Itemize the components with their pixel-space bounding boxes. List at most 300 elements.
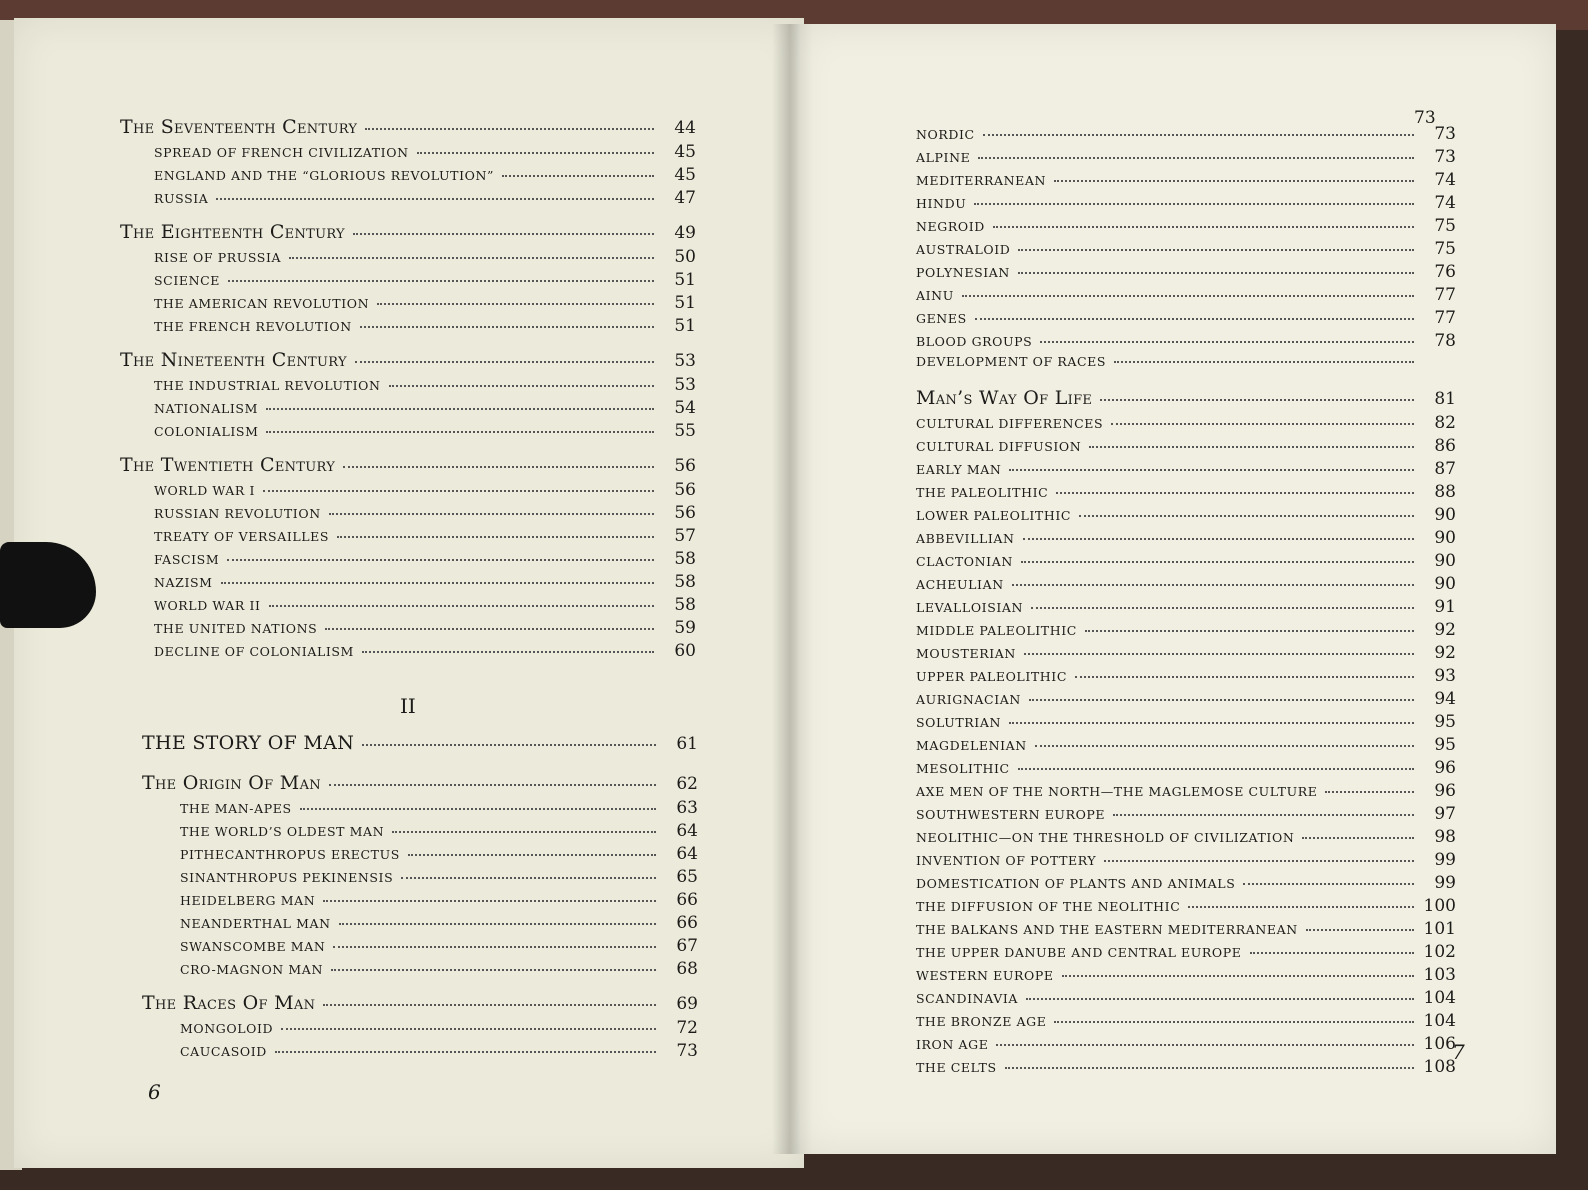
part-numeral: II [400, 694, 416, 718]
toc-entry-label: AINU [916, 288, 954, 303]
part-heading [142, 732, 698, 762]
dot-leader [1062, 974, 1414, 977]
toc-entry-label: CLACTONIAN [916, 554, 1013, 569]
toc-entry-label: The Twentieth Century [120, 454, 336, 476]
toc-entry [120, 549, 696, 572]
toc-entry-label: MESOLITHIC [916, 761, 1010, 776]
dot-leader [1104, 859, 1414, 862]
toc-page-number: 72 [676, 1018, 698, 1038]
toc-entry-label: DOMESTICATION OF PLANTS AND ANIMALS [916, 876, 1236, 891]
toc-entry [916, 850, 1456, 873]
toc-page-number: 77 [1434, 285, 1456, 305]
dot-leader [1040, 340, 1414, 343]
toc-entry [916, 1011, 1456, 1034]
toc-entry-label: HEIDELBERG MAN [180, 893, 316, 908]
toc-entry-label: LOWER PALEOLITHIC [916, 508, 1072, 523]
dot-leader [355, 360, 654, 363]
toc-entry-label: EARLY MAN [916, 462, 1002, 477]
toc-entry [916, 804, 1456, 827]
toc-page-number: 56 [674, 480, 696, 500]
section-heading [120, 454, 696, 480]
dot-leader [216, 197, 654, 200]
dot-leader [228, 279, 654, 282]
toc-page-number: 81 [1434, 389, 1456, 409]
dot-leader [1009, 721, 1414, 724]
toc-page-number: 58 [674, 572, 696, 592]
toc-entry-label: LEVALLOISIAN [916, 600, 1024, 615]
toc-entry-label: THE WORLD’S OLDEST MAN [180, 824, 385, 839]
toc-entry-label: NAZISM [154, 575, 213, 590]
toc-entry [916, 896, 1456, 919]
toc-page-number: 92 [1434, 643, 1456, 663]
toc-entry [916, 262, 1456, 285]
toc-page-number: 51 [674, 270, 696, 290]
toc-page-number: 45 [674, 142, 696, 162]
dot-leader [1250, 951, 1415, 954]
toc-entry [916, 551, 1456, 574]
toc-entry [120, 618, 696, 641]
toc-entry [142, 798, 698, 821]
toc-page-number: 56 [674, 503, 696, 523]
toc-entry [916, 873, 1456, 896]
toc-entry-label: NEANDERTHAL MAN [180, 916, 331, 931]
toc-page-number: 58 [674, 549, 696, 569]
toc-page-number: 64 [676, 844, 698, 864]
toc-page-number: 98 [1434, 827, 1456, 847]
dot-leader [1114, 360, 1414, 363]
toc-page-number: 53 [674, 375, 696, 395]
dot-leader [1009, 468, 1414, 471]
toc-entry-label: ALPINE [916, 150, 971, 165]
toc-entry-label: The Seventeenth Century [120, 116, 358, 138]
toc-page-number: 77 [1434, 308, 1456, 328]
toc-entry [120, 526, 696, 549]
toc-entry-label: SPREAD OF FRENCH CIVILIZATION [154, 145, 409, 160]
toc-entry [120, 270, 696, 293]
toc-page-number: 92 [1434, 620, 1456, 640]
toc-entry-label: INVENTION OF POTTERY [916, 853, 1097, 868]
toc-page-number: 65 [676, 867, 698, 887]
dot-leader [263, 489, 654, 492]
toc-entry [142, 890, 698, 913]
toc-entry [916, 942, 1456, 965]
toc-page-number: 90 [1434, 574, 1456, 594]
dot-leader [502, 174, 654, 177]
toc-entry [916, 193, 1456, 216]
toc-entry [916, 597, 1456, 620]
toc-entry [120, 293, 696, 316]
toc-entry [916, 643, 1456, 666]
toc-entry-label: THE FRENCH REVOLUTION [154, 319, 352, 334]
toc-entry-label: THE BRONZE AGE [916, 1014, 1047, 1029]
toc-page-number: 62 [676, 774, 698, 794]
toc-page-number: 55 [674, 421, 696, 441]
left-toc [120, 106, 696, 664]
toc-entry-label: BLOOD GROUPS [916, 334, 1033, 349]
dot-leader [323, 1003, 656, 1006]
toc-entry [916, 758, 1456, 781]
toc-page-number: 102 [1423, 942, 1456, 962]
toc-page-number: 95 [1434, 735, 1456, 755]
toc-page-number: 66 [676, 890, 698, 910]
toc-page-number: 99 [1434, 873, 1456, 893]
dot-leader [1031, 606, 1414, 609]
toc-page-number: 56 [674, 456, 696, 476]
toc-entry-label: THE AMERICAN REVOLUTION [154, 296, 370, 311]
toc-page-number: 58 [674, 595, 696, 615]
toc-entry-label: WORLD WAR I [154, 483, 255, 498]
toc-entry-label: HINDU [916, 196, 967, 211]
toc-page-number: 51 [674, 293, 696, 313]
toc-entry-label: MIDDLE PALEOLITHIC [916, 623, 1077, 638]
toc-entry [916, 331, 1456, 354]
toc-page-number: 73 [676, 1041, 698, 1061]
toc-page-number: 63 [676, 798, 698, 818]
toc-page-number: 59 [674, 618, 696, 638]
toc-entry-label: SCIENCE [154, 273, 221, 288]
toc-page-number: 60 [674, 641, 696, 661]
toc-page-number: 96 [1434, 758, 1456, 778]
toc-entry [916, 308, 1456, 331]
dot-leader [275, 1050, 656, 1053]
dot-leader [978, 156, 1414, 159]
toc-page-number: 47 [674, 188, 696, 208]
toc-entry [916, 1057, 1456, 1080]
dot-leader [1306, 928, 1414, 931]
dot-leader [1018, 248, 1414, 251]
dot-leader [1054, 179, 1414, 182]
toc-page-number: 86 [1434, 436, 1456, 456]
toc-entry-label: MOUSTERIAN [916, 646, 1016, 661]
toc-entry-label: SWANSCOMBE MAN [180, 939, 326, 954]
dot-leader [1023, 537, 1414, 540]
dot-leader [1111, 422, 1414, 425]
toc-entry-label: ACHEULIAN [916, 577, 1004, 592]
toc-entry [120, 480, 696, 503]
toc-entry-label: The Races Of Man [142, 992, 316, 1014]
toc-entry [916, 666, 1456, 689]
toc-entry [120, 375, 696, 398]
toc-entry [142, 821, 698, 844]
dot-leader [1018, 767, 1414, 770]
toc-page-number: 64 [676, 821, 698, 841]
toc-page-number: 82 [1434, 413, 1456, 433]
toc-entry-label: THE DIFFUSION OF THE NEOLITHIC [916, 899, 1181, 914]
toc-entry-label: RUSSIA [154, 191, 209, 206]
dot-leader [360, 325, 654, 328]
dot-leader [266, 407, 654, 410]
toc-entry-label: TREATY OF VERSAILLES [154, 529, 330, 544]
dot-leader [1113, 813, 1414, 816]
toc-entry [120, 316, 696, 339]
toc-entry [916, 689, 1456, 712]
dot-leader [362, 650, 654, 653]
continued-page-number: 73 [1414, 108, 1436, 128]
toc-entry-label: NATIONALISM [154, 401, 258, 416]
toc-entry [916, 712, 1456, 735]
toc-entry [916, 354, 1456, 377]
toc-entry-label: COLONIALISM [154, 424, 259, 439]
section-heading [120, 116, 696, 142]
dot-leader [329, 512, 654, 515]
dot-leader [1089, 445, 1414, 448]
toc-page-number: 87 [1434, 459, 1456, 479]
dot-leader [1026, 997, 1414, 1000]
toc-entry [120, 503, 696, 526]
toc-entry [120, 398, 696, 421]
section-heading [916, 387, 1456, 413]
dot-leader [389, 384, 654, 387]
toc-entry [120, 595, 696, 618]
toc-page-number: 67 [676, 936, 698, 956]
toc-page-number: 75 [1434, 216, 1456, 236]
toc-entry [916, 919, 1456, 942]
toc-page-number: 93 [1434, 666, 1456, 686]
toc-entry-label: RISE OF PRUSSIA [154, 250, 282, 265]
toc-entry [916, 528, 1456, 551]
toc-page-number: 54 [674, 398, 696, 418]
toc-entry-label: ABBEVILLIAN [916, 531, 1015, 546]
toc-entry-label: GENES [916, 311, 967, 326]
toc-entry-label: POLYNESIAN [916, 265, 1010, 280]
toc-entry-label: THE INDUSTRIAL REVOLUTION [154, 378, 381, 393]
toc-page-number: 66 [676, 913, 698, 933]
toc-entry-label: SINANTHROPUS PEKINENSIS [180, 870, 394, 885]
left-toc-part-two [142, 726, 698, 1064]
dot-leader [962, 294, 1414, 297]
toc-page-number: 101 [1423, 919, 1456, 939]
dot-leader [221, 581, 654, 584]
toc-page-number: 74 [1434, 170, 1456, 190]
dot-leader [289, 256, 654, 259]
toc-entry-label: PITHECANTHROPUS ERECTUS [180, 847, 400, 862]
toc-entry-label: IRON AGE [916, 1037, 989, 1052]
toc-page-number: 69 [676, 994, 698, 1014]
toc-entry-label: NEGROID [916, 219, 985, 234]
toc-entry [916, 436, 1456, 459]
dot-leader [331, 968, 656, 971]
toc-entry-label: CAUCASOID [180, 1044, 267, 1059]
toc-entry [916, 827, 1456, 850]
toc-entry-label: The Origin Of Man [142, 772, 321, 794]
toc-page-number: 78 [1434, 331, 1456, 351]
toc-entry [916, 285, 1456, 308]
dot-leader [269, 604, 654, 607]
toc-entry-label: WESTERN EUROPE [916, 968, 1054, 983]
toc-entry-label: THE UNITED NATIONS [154, 621, 318, 636]
toc-entry-label: RUSSIAN REVOLUTION [154, 506, 321, 521]
dot-leader [1054, 1020, 1414, 1023]
toc-entry-label: THE STORY OF MAN [142, 732, 355, 754]
dot-leader [377, 302, 654, 305]
dot-leader [1005, 1066, 1414, 1069]
toc-entry [916, 239, 1456, 262]
toc-entry [916, 459, 1456, 482]
toc-page-number: 45 [674, 165, 696, 185]
toc-entry [142, 844, 698, 867]
dot-leader [329, 783, 656, 786]
toc-entry-label: AUSTRALOID [916, 242, 1011, 257]
toc-entry-label: SCANDINAVIA [916, 991, 1018, 1006]
toc-page-number: 90 [1434, 551, 1456, 571]
section-heading [120, 221, 696, 247]
toc-entry-label: THE UPPER DANUBE AND CENTRAL EUROPE [916, 945, 1242, 960]
dot-leader [227, 558, 654, 561]
dot-leader [974, 202, 1414, 205]
toc-entry-label: MEDITERRANEAN [916, 173, 1047, 188]
toc-entry-label: THE BALKANS AND THE EASTERN MEDITERRANEAN [916, 922, 1298, 937]
toc-entry-label: CRO-MAGNON MAN [180, 962, 323, 977]
toc-page-number: 57 [674, 526, 696, 546]
dot-leader [339, 922, 656, 925]
dot-leader [408, 853, 656, 856]
right-page [796, 24, 1556, 1154]
toc-entry-label: The Nineteenth Century [120, 349, 347, 371]
toc-page-number: 74 [1434, 193, 1456, 213]
page-number-left: 6 [148, 1080, 161, 1104]
toc-entry [120, 247, 696, 270]
toc-page-number: 106 [1423, 1034, 1456, 1054]
dot-leader [1029, 698, 1414, 701]
toc-page-number: 100 [1423, 896, 1456, 916]
toc-entry [142, 1041, 698, 1064]
toc-page-number: 99 [1434, 850, 1456, 870]
book-gutter [772, 24, 812, 1154]
section-heading [142, 992, 698, 1018]
toc-entry [120, 641, 696, 664]
toc-page-number: 68 [676, 959, 698, 979]
toc-entry [916, 781, 1456, 804]
dot-leader [1079, 514, 1414, 517]
toc-entry-label: CULTURAL DIFFERENCES [916, 416, 1104, 431]
dot-leader [1021, 560, 1414, 563]
dot-leader [1302, 836, 1414, 839]
toc-page-number: 44 [674, 118, 696, 138]
dot-leader [1188, 905, 1414, 908]
toc-entry-label: NORDIC [916, 127, 975, 142]
toc-entry [916, 965, 1456, 988]
toc-page-number: 51 [674, 316, 696, 336]
toc-page-number: 76 [1434, 262, 1456, 282]
toc-entry-label: THE MAN-APES [180, 801, 292, 816]
toc-entry-label: ENGLAND AND THE “GLORIOUS REVOLUTION” [154, 168, 494, 183]
toc-entry [916, 620, 1456, 643]
toc-page-number: 90 [1434, 528, 1456, 548]
dot-leader [993, 225, 1414, 228]
dot-leader [417, 151, 654, 154]
toc-page-number: 95 [1434, 712, 1456, 732]
dot-leader [353, 232, 654, 235]
dot-leader [365, 127, 654, 130]
toc-entry [120, 188, 696, 211]
toc-entry [916, 413, 1456, 436]
page-number-right: 7 [1452, 1040, 1465, 1064]
toc-page-number: 75 [1434, 239, 1456, 259]
toc-page-number: 94 [1434, 689, 1456, 709]
toc-entry [142, 959, 698, 982]
toc-page-number: 108 [1423, 1057, 1456, 1077]
toc-page-number: 88 [1434, 482, 1456, 502]
dot-leader [1012, 583, 1414, 586]
toc-entry [142, 867, 698, 890]
dot-leader [337, 535, 654, 538]
toc-entry-label: AXE MEN OF THE NORTH—THE MAGLEMOSE CULTURE [916, 784, 1318, 799]
toc-entry-label: SOLUTRIAN [916, 715, 1002, 730]
dot-leader [1325, 790, 1414, 793]
dot-leader [325, 627, 654, 630]
dot-leader [333, 945, 656, 948]
toc-entry-label: THE PALEOLITHIC [916, 485, 1049, 500]
dot-leader [362, 743, 656, 746]
toc-entry-label: WORLD WAR II [154, 598, 261, 613]
toc-entry-label: DEVELOPMENT OF RACES [916, 354, 1107, 369]
toc-page-number: 73 [1434, 147, 1456, 167]
toc-entry [916, 147, 1456, 170]
dot-leader [996, 1043, 1414, 1046]
toc-entry-label: MONGOLOID [180, 1021, 274, 1036]
dot-leader [1056, 491, 1414, 494]
toc-entry [916, 988, 1456, 1011]
dot-leader [281, 1027, 656, 1030]
toc-entry [142, 913, 698, 936]
toc-page-number: 97 [1434, 804, 1456, 824]
left-page [14, 18, 804, 1168]
toc-page-number: 49 [674, 223, 696, 243]
dot-leader [1085, 629, 1414, 632]
toc-entry-label: AURIGNACIAN [916, 692, 1021, 707]
toc-entry [916, 482, 1456, 505]
dot-leader [1024, 652, 1414, 655]
dot-leader [300, 807, 656, 810]
toc-entry [916, 574, 1456, 597]
dot-leader [1075, 675, 1414, 678]
toc-entry [916, 505, 1456, 528]
toc-entry [120, 142, 696, 165]
toc-entry [916, 735, 1456, 758]
dot-leader [401, 876, 656, 879]
toc-entry-label: NEOLITHIC—ON THE THRESHOLD OF CIVILIZATION [916, 830, 1295, 845]
toc-entry-label: FASCISM [154, 552, 220, 567]
dot-leader [983, 133, 1414, 136]
toc-entry-label: UPPER PALEOLITHIC [916, 669, 1068, 684]
toc-entry-label: The Eighteenth Century [120, 221, 345, 243]
toc-entry [120, 572, 696, 595]
toc-entry [120, 165, 696, 188]
dot-leader [1243, 882, 1414, 885]
toc-page-number: 103 [1423, 965, 1456, 985]
dot-leader [1035, 744, 1414, 747]
toc-entry [916, 124, 1456, 147]
dot-leader [392, 830, 656, 833]
toc-entry [142, 936, 698, 959]
toc-page-number: 53 [674, 351, 696, 371]
right-toc [916, 124, 1456, 1080]
toc-page-number: 96 [1434, 781, 1456, 801]
section-heading [120, 349, 696, 375]
toc-entry-label: MAGDELENIAN [916, 738, 1027, 753]
toc-page-number: 91 [1434, 597, 1456, 617]
toc-entry [916, 216, 1456, 239]
dot-leader [266, 430, 654, 433]
toc-entry [120, 421, 696, 444]
toc-entry [142, 1018, 698, 1041]
dot-leader [343, 465, 654, 468]
toc-page-number: 50 [674, 247, 696, 267]
dot-leader [1100, 398, 1414, 401]
dot-leader [323, 899, 656, 902]
toc-entry-label: DECLINE OF COLONIALISM [154, 644, 354, 659]
toc-entry [916, 1034, 1456, 1057]
